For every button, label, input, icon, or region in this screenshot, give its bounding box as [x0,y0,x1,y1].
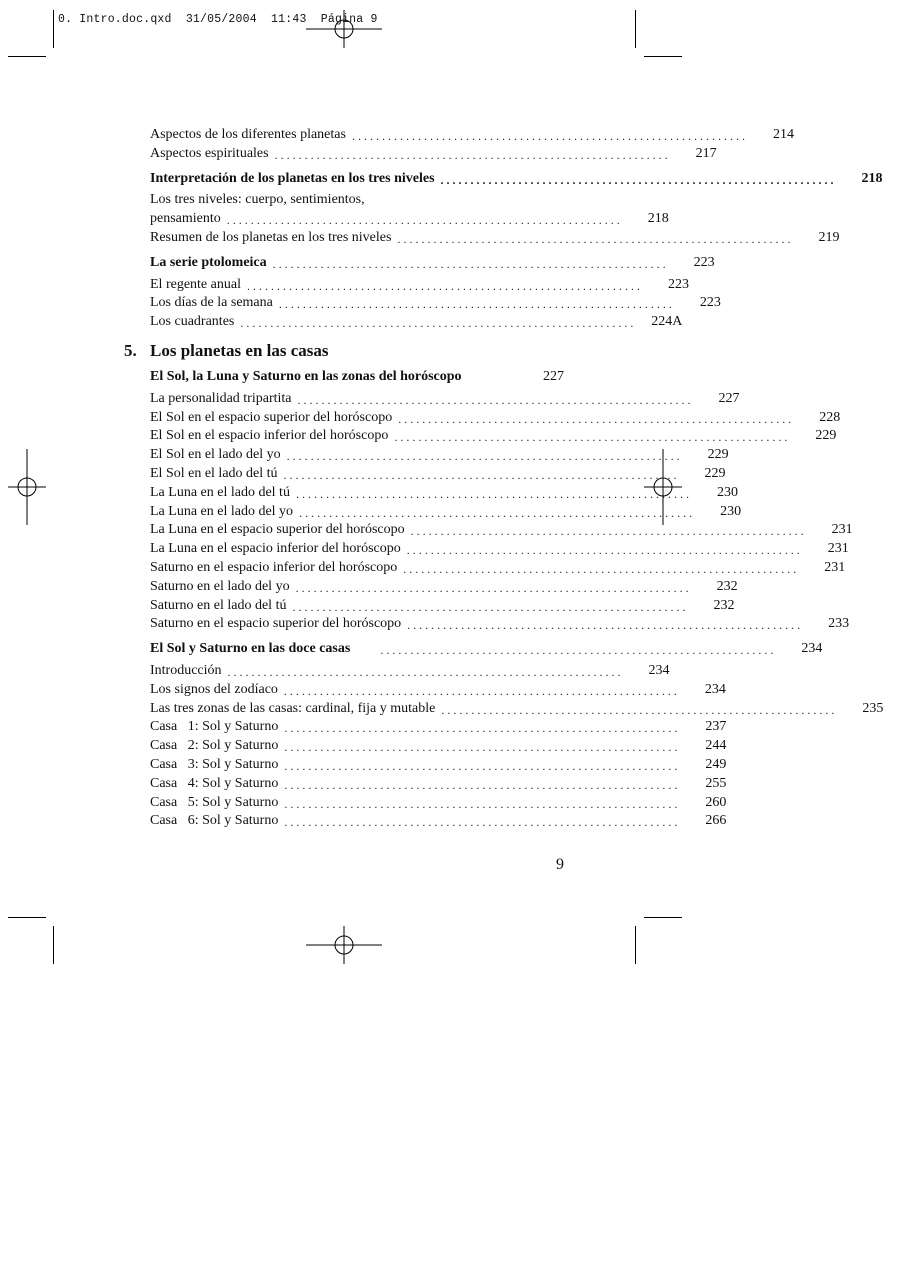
toc-entry: La Luna en el lado del tú .................................................................. 230 [150,484,738,501]
toc-entry: Resumen de los planetas en los tres niveles .................................................................. 219 [150,229,840,246]
leader-dots: .................................................................. [403,561,800,576]
leader-dots: .................................................................. [227,664,624,679]
leader-dots: .................................................................. [283,683,680,698]
leader-dots: .................................................................. [410,524,807,539]
registration-mark-top [306,10,382,48]
toc-entry: El Sol en el espacio superior del horóscopo .................................................................. 228 [150,409,841,426]
toc-section-heading: La serie ptolomeica .................................................................. 223 [150,254,715,271]
toc-entry: Saturno en el espacio inferior del horóscopo .................................................................. 231 [150,559,846,576]
leader-dots: .................................................................. [297,392,694,407]
toc-entry: Los cuadrantes .................................................................. 224A [150,314,683,331]
page-number: 9 [556,856,564,873]
registration-mark-bottom [306,926,382,964]
toc-entry: Las tres zonas de las casas: cardinal, fija y mutable .................................................................. 235 [150,700,884,717]
leader-dots: .................................................................. [284,721,681,736]
toc-entry: La Luna en el espacio inferior del horóscopo .................................................................. 231 [150,541,849,558]
toc-entry: La Luna en el lado del yo .................................................................. 230 [150,503,742,520]
leader-dots: .................................................................. [398,411,795,426]
printer-slug: 0. Intro.doc.qxd 31/05/2004 11:43 Página 9 [58,13,378,26]
toc-section-heading: Interpretación de los planetas en los tres niveles .................................................................. 218 [150,170,883,187]
leader-dots: .................................................................. [284,815,681,830]
leader-dots: .................................................................. [406,543,803,558]
crop-mark-bottom-left-vertical [53,926,54,964]
toc-entry: El Sol en el lado del tú .................................................................. 229 [150,465,726,482]
crop-mark-bottom-right-horizontal [644,917,682,918]
toc-entry: Saturno en el lado del tú .................................................................. 232 [150,597,735,614]
toc-entry: El Sol en el lado del yo .................................................................. 229 [150,447,729,464]
toc-section-heading: El Sol y Saturno en las doce casas .................................................................. 234 [150,641,823,658]
toc-entry: pensamiento .................................................................. 218 [150,211,669,228]
crop-mark-bottom-right-vertical [635,926,636,964]
crop-mark-top-left-horizontal [8,56,46,57]
leader-dots: .................................................................. [278,297,675,312]
chapter-name: Los planetas en las casas [150,341,329,361]
toc-entry: Casa 2: Sol y Saturno .................................................................. 244 [150,738,727,755]
chapter-title [124,339,564,363]
leader-dots: .................................................................. [440,172,837,187]
toc-entry: Casa 5: Sol y Saturno .................................................................. 260 [150,794,727,811]
toc-entry: Aspectos de los diferentes planetas .................................................................. 214 [150,127,794,143]
toc-entry: Casa 3: Sol y Saturno .................................................................. 249 [150,756,727,773]
toc-entry: La personalidad tripartita .................................................................. 227 [150,390,740,407]
leader-dots: .................................................................. [284,777,681,792]
leader-dots: .................................................................. [295,580,692,595]
toc-entry: Casa 6: Sol y Saturno .................................................................. 266 [150,813,727,830]
toc-entry-wrapped-line: Los tres niveles: cuerpo, sentimientos, [150,192,365,208]
table-of-contents [124,126,884,830]
registration-mark-left [8,449,46,525]
leader-dots: .................................................................. [283,467,680,482]
toc-entry: La Luna en el espacio superior del horóscopo .................................................................. 231 [150,522,853,539]
leader-dots: .................................................................. [226,213,623,228]
leader-dots: .................................................................. [292,599,689,614]
chapter-number: 5. [124,341,137,361]
toc-entry: Introducción .................................................................. 234 [150,662,670,679]
leader-dots: .................................................................. [284,758,681,773]
toc-entry: Aspectos espirituales .................................................................. 217 [150,145,717,162]
leader-dots: .................................................................. [284,796,681,811]
leader-dots: .................................................................. [380,643,777,658]
toc-section-heading: El Sol, la Luna y Saturno en las zonas del horóscopo 227 [150,368,564,384]
leader-dots: .................................................................. [272,256,669,271]
leader-dots: .................................................................. [274,147,671,162]
toc-entry: Los días de la semana .................................................................. 223 [150,295,721,312]
leader-dots: .................................................................. [284,740,681,755]
leader-dots: .................................................................. [299,505,696,520]
leader-dots: .................................................................. [240,316,637,331]
leader-dots: .................................................................. [351,129,748,143]
crop-mark-top-right-vertical [635,10,636,48]
crop-mark-top-left-vertical [53,10,54,48]
toc-entry: Casa 4: Sol y Saturno .................................................................. 255 [150,775,727,792]
toc-entry: Saturno en el espacio superior del horóscopo .................................................................. 233 [150,616,850,633]
leader-dots: .................................................................. [246,278,643,293]
toc-entry: El regente anual .................................................................. 223 [150,276,689,293]
leader-dots: .................................................................. [286,449,683,464]
leader-dots: .................................................................. [295,486,692,501]
leader-dots: .................................................................. [441,702,838,717]
leader-dots: .................................................................. [397,231,794,246]
crop-mark-bottom-left-horizontal [8,917,46,918]
leader-dots: .................................................................. [394,430,791,445]
leader-dots: .................................................................. [407,618,804,633]
toc-entry: Casa 1: Sol y Saturno .................................................................. 237 [150,719,727,736]
toc-entry: Saturno en el lado del yo .................................................................. 232 [150,578,738,595]
crop-mark-top-right-horizontal [644,56,682,57]
toc-entry: Los signos del zodíaco .................................................................. 234 [150,681,726,698]
toc-entry: El Sol en el espacio inferior del horóscopo .................................................................. 229 [150,428,837,445]
